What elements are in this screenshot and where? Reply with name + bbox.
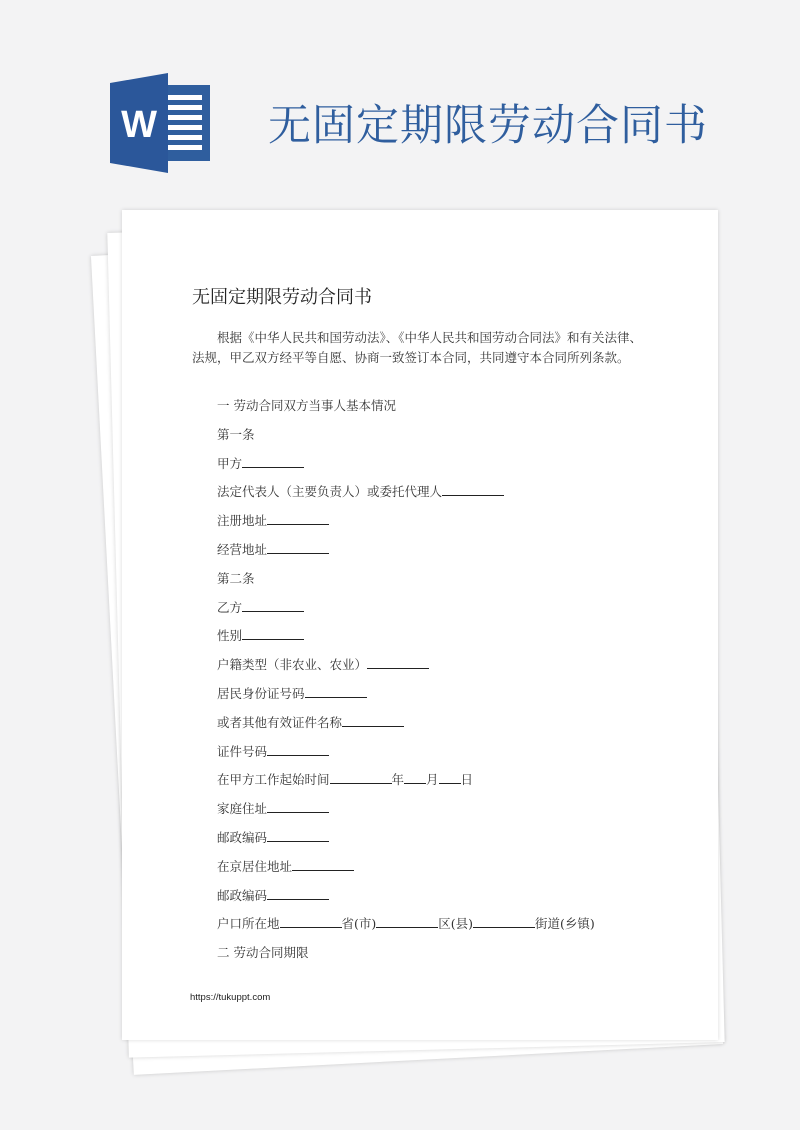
line-text: 法定代表人（主要负责人）或委托代理人 [217,484,443,500]
fill-in-blank[interactable] [442,483,504,496]
line-text: 户口所在地 [217,916,280,932]
line-text: 在甲方工作起始时间 [217,772,330,788]
fill-in-blank[interactable] [267,887,329,900]
line-text: 邮政编码 [217,830,268,845]
fill-in-blank[interactable] [242,599,304,612]
line-text: 一 劳动合同双方当事人基本情况 [217,398,396,413]
document-line [217,626,304,644]
fill-in-blank[interactable] [439,771,461,784]
fill-in-blank[interactable] [342,714,404,727]
intro-paragraph: 根据《中华人民共和国劳动法》、《中华人民共和国劳动合同法》和有关法律、法规，甲乙双方经平等自愿、协商一致签订本合同，共同遵守本合同所列条款。 [192,330,643,365]
line-text: 月 [426,772,439,788]
line-text: 在京居住地址 [217,858,293,874]
fill-in-blank[interactable] [292,858,354,871]
header-title: 无固定期限劳动合同书 [268,101,708,151]
document-line [217,684,367,702]
document-line [217,482,504,500]
fill-in-blank[interactable] [267,800,329,813]
line-text: 家庭住址 [217,801,268,817]
document-line [217,770,473,788]
fill-in-blank[interactable] [473,915,535,928]
line-text: 第一条 [217,426,255,442]
line-text: 邮政编码 [217,887,268,903]
fill-in-blank[interactable] [267,541,329,554]
document-line [217,569,255,587]
line-text: 经营地址 [217,542,268,557]
fill-in-blank[interactable] [330,771,392,784]
fill-in-blank[interactable] [280,915,342,928]
document-line [217,655,429,673]
line-text: 甲方 [217,455,243,471]
fill-in-blank[interactable] [267,743,329,756]
fill-in-blank[interactable] [267,512,329,525]
document-line [217,454,304,472]
line-text: 街道(乡镇) [535,916,595,932]
fill-in-blank[interactable] [404,771,426,784]
fill-in-blank[interactable] [305,685,367,698]
line-text: 二 劳动合同期限 [217,945,309,961]
document-line [217,713,404,731]
line-text: 日 [460,772,474,788]
document-line [217,540,329,558]
document-line [217,742,329,760]
document-line [217,857,354,875]
line-text: 省(市) [341,916,377,932]
line-text: 或者其他有效证件名称 [217,714,343,730]
document-line [217,511,329,529]
line-text: 户籍类型（非农业、农业） [217,657,368,673]
footer-url: https://tukuppt.com [190,992,271,1003]
document-line [217,886,329,904]
line-text: 区(县) [438,916,474,932]
document-page [122,210,718,1040]
document-line [217,914,595,932]
document-title: 无固定期限劳动合同书 [192,287,372,308]
line-text: 乙方 [217,599,243,615]
line-text: 注册地址 [217,513,268,529]
line-text: 证件号码 [217,743,268,759]
fill-in-blank[interactable] [367,656,429,669]
document-line [217,396,396,414]
fill-in-blank[interactable] [376,915,438,928]
line-text: 性别 [217,628,243,644]
fill-in-blank[interactable] [267,829,329,842]
word-logo-icon [110,73,214,173]
line-text: 年 [391,772,405,788]
document-line [217,425,255,443]
line-text: 居民身份证号码 [217,686,305,701]
fill-in-blank[interactable] [242,455,304,468]
line-text: 第二条 [217,570,255,586]
svg-text:W: W [121,104,157,146]
fill-in-blank[interactable] [242,627,304,640]
document-line [217,799,329,817]
document-line [217,598,304,616]
document-line [217,943,308,961]
document-line [217,828,329,846]
